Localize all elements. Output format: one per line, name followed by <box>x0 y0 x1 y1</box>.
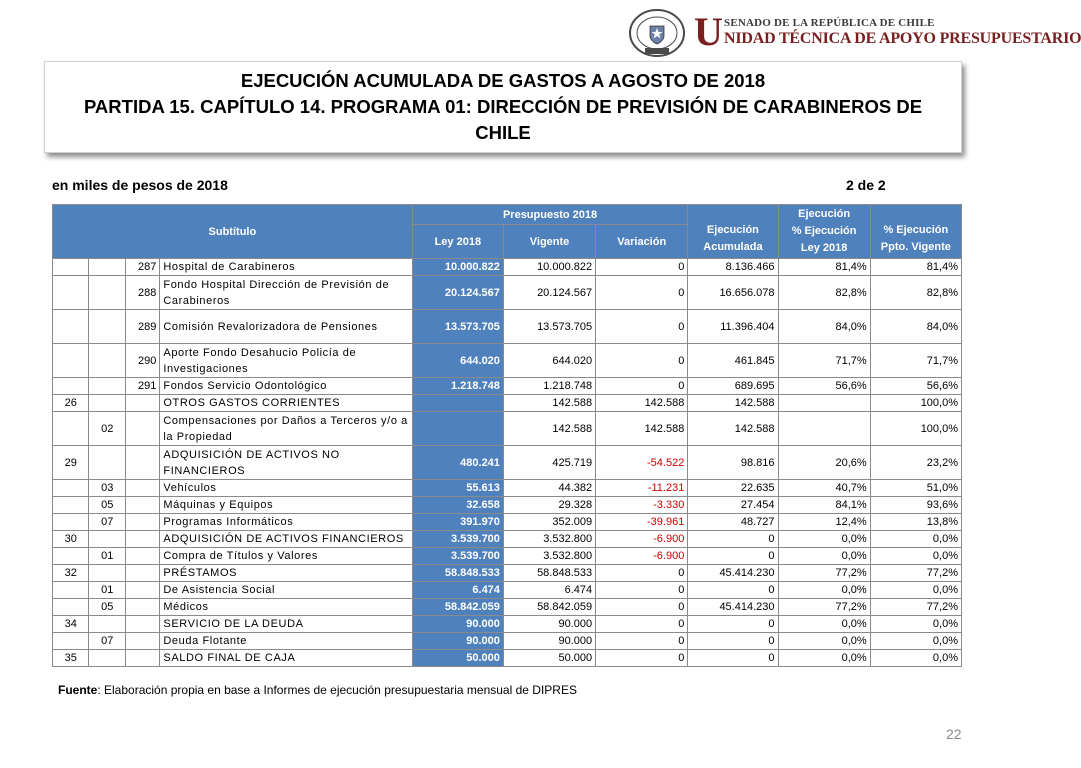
units-label: en miles de pesos de 2018 <box>52 177 228 193</box>
ley-cell: 1.218.748 <box>412 378 503 395</box>
ley-cell: 480.241 <box>412 446 503 480</box>
pct-ley-cell: 0,0% <box>778 616 870 633</box>
item-cell: 02 <box>89 412 125 446</box>
variacion-cell: -54.522 <box>596 446 688 480</box>
item-cell: 07 <box>89 514 125 531</box>
pct-vigente-cell: 77,2% <box>870 565 961 582</box>
item-cell: 01 <box>89 548 125 565</box>
vigente-cell: 644.020 <box>503 344 595 378</box>
ejecucion-cell: 98.816 <box>688 446 778 480</box>
pct-ley-cell: 0,0% <box>778 633 870 650</box>
pct-vigente-cell: 0,0% <box>870 531 961 548</box>
item-cell <box>89 446 125 480</box>
item-cell <box>89 395 125 412</box>
source-text: : Elaboración propia en base a Informes de ejecución presupuestaria mensual de DIPRES <box>97 683 577 697</box>
asignacion-cell: 291 <box>125 378 159 395</box>
table-row <box>53 276 962 310</box>
table-row <box>53 582 962 599</box>
brand-top-line: SENADO DE LA REPÚBLICA DE CHILE <box>724 17 935 29</box>
subtitulo-cell: 29 <box>53 446 89 480</box>
denominacion-cell: OTROS GASTOS CORRIENTES <box>160 395 412 412</box>
item-cell <box>89 310 125 344</box>
header-vigente: Vigente <box>503 225 595 259</box>
ejecucion-cell: 48.727 <box>688 514 778 531</box>
asignacion-cell <box>125 446 159 480</box>
asignacion-cell: 288 <box>125 276 159 310</box>
header-ley: Ley 2018 <box>412 225 503 259</box>
asignacion-cell: 287 <box>125 259 159 276</box>
pct-ley-cell: 81,4% <box>778 259 870 276</box>
table-row <box>53 633 962 650</box>
variacion-cell: 0 <box>596 599 688 616</box>
header-pct-ley <box>778 205 870 259</box>
subtitulo-cell: 35 <box>53 650 89 667</box>
pct-vigente-cell: 84,0% <box>870 310 961 344</box>
ejecucion-cell: 142.588 <box>688 412 778 446</box>
pct-ley-cell: 0,0% <box>778 582 870 599</box>
pct-ley-cell: 56,6% <box>778 378 870 395</box>
header-pct-ley-c: Ley 2018 <box>800 242 848 254</box>
table-row <box>53 412 962 446</box>
vigente-cell: 90.000 <box>503 633 595 650</box>
denominacion-cell: Médicos <box>160 599 412 616</box>
item-cell <box>89 650 125 667</box>
header-acumulada-label: Acumulada <box>703 241 763 253</box>
item-cell <box>89 344 125 378</box>
variacion-cell: 142.588 <box>596 412 688 446</box>
ejecucion-cell: 0 <box>688 616 778 633</box>
subtitulo-cell <box>53 497 89 514</box>
table-row <box>53 531 962 548</box>
pct-ley-cell: 77,2% <box>778 599 870 616</box>
pct-vigente-cell: 56,6% <box>870 378 961 395</box>
denominacion-cell: Vehículos <box>160 480 412 497</box>
table-row <box>53 497 962 514</box>
subtitulo-cell: 26 <box>53 395 89 412</box>
variacion-cell: 0 <box>596 582 688 599</box>
header-ejecucion-label: Ejecución <box>706 224 759 236</box>
title-line-1: EJECUCIÓN ACUMULADA DE GASTOS A AGOSTO DE 2018 <box>240 70 766 91</box>
pct-vigente-cell: 0,0% <box>870 582 961 599</box>
denominacion-cell: Fondo Hospital Dirección de Previsión de Carabineros <box>160 276 412 310</box>
ley-cell: 6.474 <box>412 582 503 599</box>
ejecucion-cell: 45.414.230 <box>688 599 778 616</box>
pct-vigente-cell: 82,8% <box>870 276 961 310</box>
pct-vigente-cell: 0,0% <box>870 616 961 633</box>
vigente-cell: 50.000 <box>503 650 595 667</box>
asignacion-cell <box>125 395 159 412</box>
ejecucion-cell: 11.396.404 <box>688 310 778 344</box>
table-row <box>53 395 962 412</box>
table-row <box>53 446 962 480</box>
source-label: Fuente <box>58 683 98 697</box>
subtitulo-cell: 32 <box>53 565 89 582</box>
pct-ley-cell <box>778 395 870 412</box>
budget-table <box>52 204 962 667</box>
variacion-cell: 0 <box>596 344 688 378</box>
item-cell <box>89 259 125 276</box>
ley-cell: 90.000 <box>412 633 503 650</box>
asignacion-cell <box>125 616 159 633</box>
denominacion-cell: De Asistencia Social <box>160 582 412 599</box>
pct-ley-cell <box>778 412 870 446</box>
ley-cell: 644.020 <box>412 344 503 378</box>
ley-cell: 50.000 <box>412 650 503 667</box>
table-row <box>53 344 962 378</box>
pct-vigente-cell: 13,8% <box>870 514 961 531</box>
vigente-cell: 6.474 <box>503 582 595 599</box>
ejecucion-cell: 45.414.230 <box>688 565 778 582</box>
ley-cell: 3.539.700 <box>412 548 503 565</box>
denominacion-cell: Deuda Flotante <box>160 633 412 650</box>
ejecucion-cell: 689.695 <box>688 378 778 395</box>
title-line-3: CHILE <box>475 122 531 143</box>
header-pct-vigente <box>870 205 961 259</box>
ejecucion-cell: 0 <box>688 582 778 599</box>
asignacion-cell <box>125 650 159 667</box>
pct-ley-cell: 84,0% <box>778 310 870 344</box>
pct-ley-cell: 84,1% <box>778 497 870 514</box>
ley-cell <box>412 412 503 446</box>
vigente-cell: 142.588 <box>503 412 595 446</box>
ley-cell: 58.842.059 <box>412 599 503 616</box>
subtitulo-cell: 30 <box>53 531 89 548</box>
subtitulo-cell <box>53 582 89 599</box>
variacion-cell: 0 <box>596 259 688 276</box>
table-row <box>53 565 962 582</box>
senate-logo <box>628 8 1081 58</box>
denominacion-cell: PRÉSTAMOS <box>160 565 412 582</box>
table-row <box>53 378 962 395</box>
vigente-cell: 58.848.533 <box>503 565 595 582</box>
source-note <box>58 683 577 697</box>
subtitulo-cell <box>53 344 89 378</box>
item-cell <box>89 378 125 395</box>
variacion-cell: -3.330 <box>596 497 688 514</box>
denominacion-cell: SERVICIO DE LA DEUDA <box>160 616 412 633</box>
table-row <box>53 548 962 565</box>
variacion-cell: 142.588 <box>596 395 688 412</box>
variacion-cell: -6.900 <box>596 548 688 565</box>
vigente-cell: 3.532.800 <box>503 548 595 565</box>
denominacion-cell: Comisión Revalorizadora de Pensiones <box>160 310 412 344</box>
ley-cell <box>412 395 503 412</box>
header-pct-ley-a: Ejecución <box>798 208 851 220</box>
title-line-2: PARTIDA 15. CAPÍTULO 14. PROGRAMA 01: DIRECCIÓN DE PREVISIÓN DE CARABINEROS DE <box>83 96 923 117</box>
header-pct-ley-b: % Ejecución <box>791 225 857 237</box>
vigente-cell: 3.532.800 <box>503 531 595 548</box>
item-cell <box>89 276 125 310</box>
header-pct-vig-b: Ppto. Vigente <box>880 241 951 253</box>
pct-vigente-cell: 93,6% <box>870 497 961 514</box>
item-cell: 01 <box>89 582 125 599</box>
denominacion-cell: ADQUISICIÓN DE ACTIVOS NO FINANCIEROS <box>160 446 412 480</box>
ley-cell: 10.000.822 <box>412 259 503 276</box>
pct-ley-cell: 0,0% <box>778 531 870 548</box>
title-box <box>44 61 962 153</box>
pct-vigente-cell: 77,2% <box>870 599 961 616</box>
item-cell: 05 <box>89 497 125 514</box>
asignacion-cell: 289 <box>125 310 159 344</box>
subtitulo-cell: 34 <box>53 616 89 633</box>
pct-vigente-cell: 71,7% <box>870 344 961 378</box>
variacion-cell: -11.231 <box>596 480 688 497</box>
denominacion-cell: Máquinas y Equipos <box>160 497 412 514</box>
denominacion-cell: Compra de Títulos y Valores <box>160 548 412 565</box>
denominacion-cell: Compensaciones por Daños a Terceros y/o a la Propiedad <box>160 412 412 446</box>
subtitulo-cell <box>53 310 89 344</box>
table-row <box>53 514 962 531</box>
senate-seal-icon <box>628 8 686 58</box>
pct-ley-cell: 12,4% <box>778 514 870 531</box>
variacion-cell: 0 <box>596 378 688 395</box>
item-cell: 05 <box>89 599 125 616</box>
item-cell <box>89 531 125 548</box>
subtitulo-cell <box>53 378 89 395</box>
asignacion-cell <box>125 514 159 531</box>
item-cell: 03 <box>89 480 125 497</box>
page-indicator: 2 de 2 <box>846 177 886 193</box>
ejecucion-cell: 0 <box>688 548 778 565</box>
asignacion-cell <box>125 582 159 599</box>
pct-ley-cell: 20,6% <box>778 446 870 480</box>
table-body <box>53 259 962 667</box>
variacion-cell: 0 <box>596 616 688 633</box>
pct-vigente-cell: 81,4% <box>870 259 961 276</box>
vigente-cell: 13.573.705 <box>503 310 595 344</box>
pct-ley-cell: 0,0% <box>778 548 870 565</box>
asignacion-cell <box>125 565 159 582</box>
vigente-cell: 352.009 <box>503 514 595 531</box>
pct-ley-cell: 82,8% <box>778 276 870 310</box>
variacion-cell: 0 <box>596 276 688 310</box>
pct-ley-cell: 71,7% <box>778 344 870 378</box>
pct-vigente-cell: 0,0% <box>870 650 961 667</box>
table-row <box>53 310 962 344</box>
item-cell <box>89 616 125 633</box>
variacion-cell: 0 <box>596 650 688 667</box>
header-subtitulo: Subtítulo <box>53 205 413 259</box>
brand-bottom-line: NIDAD TÉCNICA DE APOYO PRESUPUESTARIO <box>724 30 1081 47</box>
table-row <box>53 616 962 633</box>
ejecucion-cell: 22.635 <box>688 480 778 497</box>
asignacion-cell <box>125 480 159 497</box>
pct-ley-cell: 0,0% <box>778 650 870 667</box>
header-presupuesto: Presupuesto 2018 <box>412 205 688 225</box>
variacion-cell: -6.900 <box>596 531 688 548</box>
asignacion-cell <box>125 531 159 548</box>
brand-initial: U <box>694 9 723 54</box>
ley-cell: 32.658 <box>412 497 503 514</box>
ejecucion-cell: 461.845 <box>688 344 778 378</box>
ejecucion-cell: 0 <box>688 633 778 650</box>
vigente-cell: 29.328 <box>503 497 595 514</box>
pct-vigente-cell: 0,0% <box>870 548 961 565</box>
subtitulo-cell <box>53 412 89 446</box>
ley-cell: 13.573.705 <box>412 310 503 344</box>
asignacion-cell <box>125 497 159 514</box>
table-row <box>53 259 962 276</box>
vigente-cell: 20.124.567 <box>503 276 595 310</box>
slide-number: 22 <box>946 726 962 742</box>
subtitulo-cell <box>53 599 89 616</box>
subtitulo-cell <box>53 276 89 310</box>
item-cell: 07 <box>89 633 125 650</box>
vigente-cell: 90.000 <box>503 616 595 633</box>
asignacion-cell <box>125 548 159 565</box>
ejecucion-cell: 16.656.078 <box>688 276 778 310</box>
denominacion-cell: SALDO FINAL DE CAJA <box>160 650 412 667</box>
vigente-cell: 58.842.059 <box>503 599 595 616</box>
vigente-cell: 44.382 <box>503 480 595 497</box>
subtitulo-cell <box>53 548 89 565</box>
pct-vigente-cell: 100,0% <box>870 395 961 412</box>
ejecucion-cell: 142.588 <box>688 395 778 412</box>
ley-cell: 55.613 <box>412 480 503 497</box>
denominacion-cell: Programas Informáticos <box>160 514 412 531</box>
vigente-cell: 10.000.822 <box>503 259 595 276</box>
variacion-cell: 0 <box>596 310 688 344</box>
variacion-cell: 0 <box>596 565 688 582</box>
subtitulo-cell <box>53 633 89 650</box>
ejecucion-cell: 0 <box>688 650 778 667</box>
header-ejecucion-acumulada <box>688 205 778 259</box>
vigente-cell: 425.719 <box>503 446 595 480</box>
pct-vigente-cell: 0,0% <box>870 633 961 650</box>
variacion-cell: -39.961 <box>596 514 688 531</box>
item-cell <box>89 565 125 582</box>
table-row <box>53 599 962 616</box>
denominacion-cell: Aporte Fondo Desahucio Policía de Investigaciones <box>160 344 412 378</box>
vigente-cell: 1.218.748 <box>503 378 595 395</box>
table-row <box>53 480 962 497</box>
ejecucion-cell: 8.136.466 <box>688 259 778 276</box>
ley-cell: 58.848.533 <box>412 565 503 582</box>
ley-cell: 3.539.700 <box>412 531 503 548</box>
denominacion-cell: Fondos Servicio Odontológico <box>160 378 412 395</box>
subtitulo-cell <box>53 259 89 276</box>
ley-cell: 90.000 <box>412 616 503 633</box>
asignacion-cell <box>125 412 159 446</box>
ley-cell: 391.970 <box>412 514 503 531</box>
asignacion-cell <box>125 599 159 616</box>
vigente-cell: 142.588 <box>503 395 595 412</box>
ejecucion-cell: 27.454 <box>688 497 778 514</box>
pct-ley-cell: 77,2% <box>778 565 870 582</box>
header-variacion: Variación <box>596 225 688 259</box>
pct-vigente-cell: 23,2% <box>870 446 961 480</box>
pct-ley-cell: 40,7% <box>778 480 870 497</box>
pct-vigente-cell: 100,0% <box>870 412 961 446</box>
denominacion-cell: ADQUISICIÓN DE ACTIVOS FINANCIEROS <box>160 531 412 548</box>
header-pct-vig-a: % Ejecución <box>883 224 949 236</box>
variacion-cell: 0 <box>596 633 688 650</box>
subtitulo-cell <box>53 480 89 497</box>
table-row <box>53 650 962 667</box>
asignacion-cell <box>125 633 159 650</box>
pct-vigente-cell: 51,0% <box>870 480 961 497</box>
subtitulo-cell <box>53 514 89 531</box>
denominacion-cell: Hospital de Carabineros <box>160 259 412 276</box>
ley-cell: 20.124.567 <box>412 276 503 310</box>
ejecucion-cell: 0 <box>688 531 778 548</box>
asignacion-cell: 290 <box>125 344 159 378</box>
